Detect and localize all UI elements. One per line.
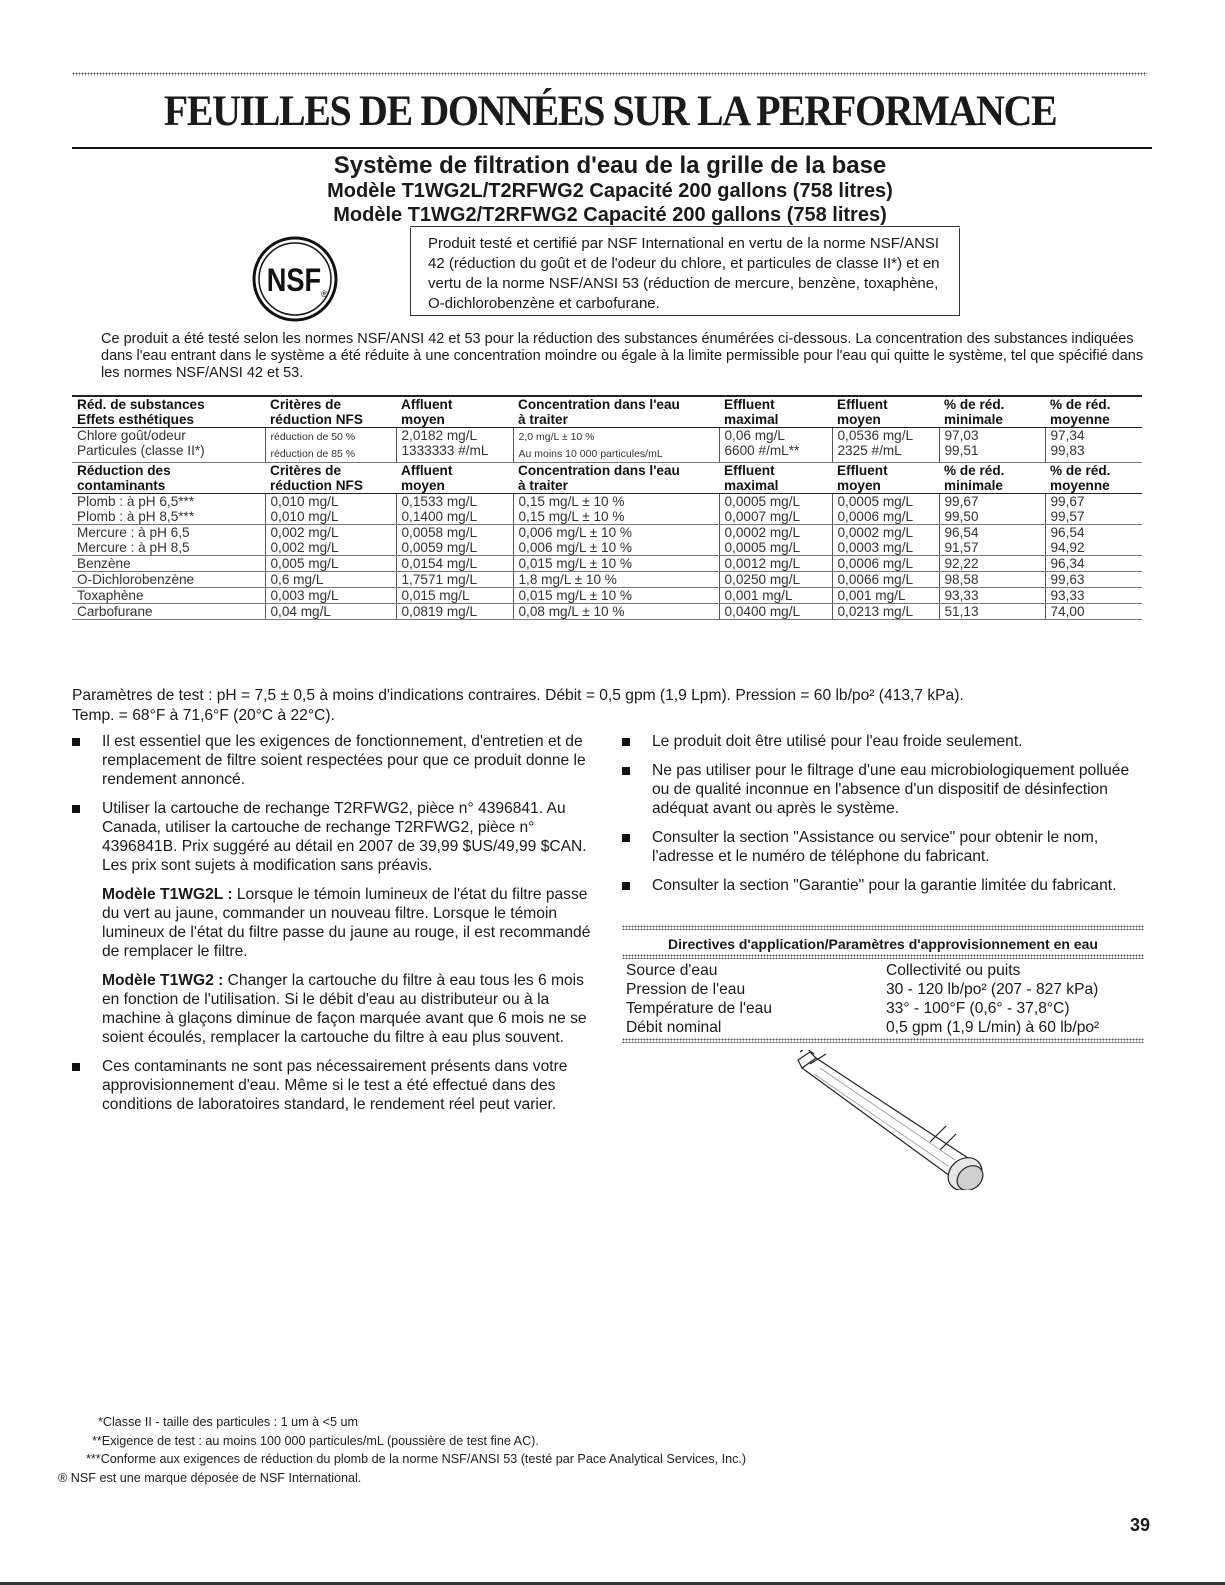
table-cell: 96,34 [1045, 556, 1142, 572]
table-cell: 0,0012 mg/L [719, 556, 832, 572]
directive-value: 0,5 gpm (1,9 L/min) à 60 lb/po² [886, 1019, 1100, 1036]
table-cell: 93,33 [939, 588, 1045, 604]
column-header: Effluent moyen [832, 463, 939, 494]
table-cell: 0,0213 mg/L [832, 604, 939, 620]
table-cell: 0,0005 mg/L 0,0007 mg/L [719, 494, 832, 525]
table-cell: 0,06 mg/L 6600 #/mL** [719, 428, 832, 463]
nsf-logo-icon [251, 235, 339, 323]
footnote: ***Conforme aux exigences de réduction du plomb de la norme NSF/ANSI 53 (testé par Pace Analytical Services, Inc.) [86, 1452, 747, 1466]
directive-label: Température de l'eau [626, 1000, 773, 1017]
table-cell: 97,03 99,51 [939, 428, 1045, 463]
table-header-row [72, 463, 1142, 494]
table-row [72, 556, 1142, 572]
table-cell: 99,67 99,57 [1045, 494, 1142, 525]
table-cell: 0,001 mg/L [719, 588, 832, 604]
bullet-icon [622, 882, 630, 890]
right-column [622, 732, 1147, 905]
top-dotted-rule [72, 72, 1147, 76]
table-cell: 0,015 mg/L ± 10 % [513, 588, 719, 604]
table-cell: 98,58 [939, 572, 1045, 588]
column-header: % de réd. moyenne [1045, 396, 1142, 428]
table-row [72, 604, 1142, 620]
table-cell: 0,1533 mg/L 0,1400 mg/L [396, 494, 513, 525]
directive-label: Pression de l'eau [626, 981, 746, 998]
table-cell: 0,0066 mg/L [832, 572, 939, 588]
directives-top-rule [622, 925, 1144, 930]
certification-box-top [410, 226, 960, 227]
list-item: Consulter la section "Garantie" pour la garantie limitée du fabricant. [622, 876, 1147, 895]
table-row [72, 572, 1142, 588]
table-cell: 0,04 mg/L [265, 604, 396, 620]
subtitle-model-2: Modèle T1WG2/T2RFWG2 Capacité 200 gallons (758 litres) [333, 204, 887, 226]
directive-value: 30 - 120 lb/po² (207 - 827 kPa) [886, 981, 1099, 998]
table-cell: 51,13 [939, 604, 1045, 620]
directive-value: 33° - 100°F (0,6° - 37,8°C) [886, 1000, 1070, 1017]
table-cell: 0,0058 mg/L 0,0059 mg/L [396, 525, 513, 556]
directive-row [626, 999, 1146, 1018]
table-cell: 1,7571 mg/L [396, 572, 513, 588]
table-row [72, 494, 1142, 525]
table-cell: 0,08 mg/L ± 10 % [513, 604, 719, 620]
table-cell: 2,0 mg/L ± 10 % Au moins 10 000 particules/mL [513, 428, 719, 463]
svg-text:®: ® [321, 289, 328, 299]
table-cell: Toxaphène [72, 588, 265, 604]
table-cell: 1,8 mg/L ± 10 % [513, 572, 719, 588]
table-cell: 96,54 94,92 [1045, 525, 1142, 556]
table-cell: 0,0536 mg/L 2325 #/mL [832, 428, 939, 463]
footnote: **Exigence de test : au moins 100 000 particules/mL (poussière de test fine AC). [92, 1433, 539, 1448]
table-cell: Plomb : à pH 6,5*** Plomb : à pH 8,5*** [72, 494, 265, 525]
directives-title: Directives d'application/Paramètres d'approvisionnement en eau [668, 936, 1098, 952]
model-t1wg2-note: Modèle T1WG2 : Changer la cartouche du filtre à eau tous les 6 mois en fonction de l'utilisation. Si le débit d'eau au distributeur ou à la machine à glaçons diminue de façon marquée avant que 6 mois ne se soient écoulés, remplacer la cartouche du filtre à eau plus souvent. [102, 972, 587, 1046]
column-header: % de réd. minimale [939, 396, 1045, 428]
table-cell: 0,0154 mg/L [396, 556, 513, 572]
table-cell: 0,005 mg/L [265, 556, 396, 572]
subtitle-model-1: Modèle T1WG2L/T2RFWG2 Capacité 200 gallons (758 litres) [327, 180, 893, 202]
column-header: Réd. de substances Effets esthétiques [72, 396, 265, 428]
table-cell: 0,15 mg/L ± 10 % 0,15 mg/L ± 10 % [513, 494, 719, 525]
footnote: ® NSF est une marque déposée de NSF International. [58, 1470, 362, 1485]
column-header: % de réd. moyenne [1045, 463, 1142, 494]
certification-box: Produit testé et certifié par NSF International en vertu de la norme NSF/ANSI 42 (réduction du goût et de l'odeur du chlore, et particules de classe II*) et en vertu de la norme NSF/ANSI 53 (réduction de mercure, benzène, toxaphène, O-dichlorobenzène et carbofurane. [410, 228, 960, 316]
directives-separator [622, 954, 1144, 959]
column-header: % de réd. minimale [939, 463, 1045, 494]
test-parameters-line-1: Paramètres de test : pH = 7,5 ± 0,5 à moins d'indications contraires. Débit = 0,5 gpm (1,9 Lpm). Pression = 60 lb/po² (413,7 kPa). [72, 687, 964, 704]
list-item: Il est essentiel que les exigences de fonctionnement, d'entretien et de remplacement de filtre soient respectées pour que ce produit donne le rendement annoncé. [72, 732, 592, 789]
list-item: Ces contaminants ne sont pas nécessairement présents dans votre approvisionnement d'eau. Même si le test a été effectué dans des conditions de laboratoires standard, le rendement réel peut varier. [72, 1057, 592, 1114]
bullet-icon [72, 738, 80, 746]
list-item: Utiliser la cartouche de rechange T2RFWG2, pièce n° 4396841. Au Canada, utiliser la cartouche de rechange T2RFWG2, pièce n° 4396841B. Prix suggéré au détail en 2007 de 39,99 $US/49,99 $CAN. Les prix sont sujets à modification sans préavis. [72, 799, 592, 875]
intro-paragraph: Ce produit a été testé selon les normes NSF/ANSI 42 et 53 pour la réduction des substances énumérées ci-dessous. La concentration des substances indiquées dans l'eau entrant dans le système a été réduite à une concentration moindre ou égale à la limite permissible pour l'eau qui quitte le système, tel que spécifié dans les normes NSF/ANSI 42 et 53. [101, 331, 1144, 381]
table-cell: 99,67 99,50 [939, 494, 1045, 525]
table-cell: 0,0819 mg/L [396, 604, 513, 620]
bullet-icon [622, 738, 630, 746]
table-row [72, 525, 1142, 556]
table-cell: réduction de 50 % réduction de 85 % [265, 428, 396, 463]
table-cell: 0,6 mg/L [265, 572, 396, 588]
directives-bottom-rule [622, 1038, 1144, 1043]
bullet-icon [622, 767, 630, 775]
table-cell: 0,0002 mg/L 0,0003 mg/L [832, 525, 939, 556]
table-cell: 2,0182 mg/L 1333333 #/mL [396, 428, 513, 463]
performance-table [72, 395, 1142, 620]
column-header: Critères de réduction NFS [265, 463, 396, 494]
subtitle-system: Système de filtration d'eau de la grille de la base [333, 152, 887, 179]
table-cell: Benzène [72, 556, 265, 572]
left-column [72, 732, 592, 1124]
directive-row [626, 980, 1146, 999]
svg-text:NSF: NSF [266, 262, 322, 299]
column-header: Critères de réduction NFS [265, 396, 396, 428]
directive-label: Débit nominal [626, 1019, 722, 1036]
table-row [72, 588, 1142, 604]
table-cell: 99,63 [1045, 572, 1142, 588]
column-header: Effluent moyen [832, 396, 939, 428]
directive-row [626, 1018, 1146, 1037]
directive-value: Collectivité ou puits [886, 962, 1021, 979]
directive-label: Source d'eau [626, 962, 718, 979]
test-parameters [72, 686, 1152, 726]
table-cell: 97,34 99,83 [1045, 428, 1142, 463]
table-cell: 0,015 mg/L ± 10 % [513, 556, 719, 572]
title-rule [72, 147, 1152, 149]
subtitle-block [100, 152, 1120, 227]
table-cell: 0,0006 mg/L [832, 556, 939, 572]
model-t1wg2l-note: Modèle T1WG2L : Lorsque le témoin lumineux de l'état du filtre passe du vert au jaune, commander un nouveau filtre. Lorsque le témoin lumineux de l'état du filtre passe du jaune au rouge, il est recommandé de remplacer le filtre. [102, 886, 591, 960]
list-item: Le produit doit être utilisé pour l'eau froide seulement. [622, 732, 1147, 751]
page-title: FEUILLES DE DONNÉES SUR LA PERFORMANCE [163, 88, 1057, 135]
table-cell: 0,001 mg/L [832, 588, 939, 604]
bullet-icon [72, 1063, 80, 1071]
column-header: Concentration dans l'eau à traiter [513, 396, 719, 428]
list-item: Ne pas utiliser pour le filtrage d'une eau microbiologiquement polluée ou de qualité inconnue en l'absence d'un dispositif de désinfection adéquat avant ou après le système. [622, 761, 1147, 818]
list-item: Consulter la section "Assistance ou service" pour obtenir le nom, l'adresse et le numéro de téléphone du fabricant. [622, 828, 1147, 866]
column-header: Concentration dans l'eau à traiter [513, 463, 719, 494]
filter-cartridge-icon [780, 1050, 990, 1190]
table-cell: Chlore goût/odeur Particules (classe II*) [72, 428, 265, 463]
table-cell: Mercure : à pH 6,5 Mercure : à pH 8,5 [72, 525, 265, 556]
bullet-icon [72, 805, 80, 813]
table-cell: 0,015 mg/L [396, 588, 513, 604]
table-header-row [72, 396, 1142, 428]
table-row [72, 428, 1142, 463]
table-cell: 0,006 mg/L ± 10 % 0,006 mg/L ± 10 % [513, 525, 719, 556]
table-cell: O-Dichlorobenzène [72, 572, 265, 588]
table-cell: 0,0002 mg/L 0,0005 mg/L [719, 525, 832, 556]
table-cell: 0,0250 mg/L [719, 572, 832, 588]
table-cell: 0,002 mg/L 0,002 mg/L [265, 525, 396, 556]
table-cell: 0,010 mg/L 0,010 mg/L [265, 494, 396, 525]
table-cell: 0,0400 mg/L [719, 604, 832, 620]
table-cell: 96,54 91,57 [939, 525, 1045, 556]
directive-row [626, 961, 1146, 980]
directives-table [626, 961, 1146, 1037]
table-cell: 93,33 [1045, 588, 1142, 604]
table-cell: 0,0005 mg/L 0,0006 mg/L [832, 494, 939, 525]
table-cell: 0,003 mg/L [265, 588, 396, 604]
column-header: Affluent moyen [396, 396, 513, 428]
table-cell: 74,00 [1045, 604, 1142, 620]
bullet-icon [622, 834, 630, 842]
column-header: Effluent maximal [719, 463, 832, 494]
test-parameters-line-2: Temp. = 68°F à 71,6°F (20°C à 22°C). [72, 707, 335, 724]
page-number: 39 [1129, 1515, 1150, 1535]
table-cell: 92,22 [939, 556, 1045, 572]
column-header: Réduction des contaminants [72, 463, 265, 494]
column-header: Affluent moyen [396, 463, 513, 494]
table-cell: Carbofurane [72, 604, 265, 620]
column-header: Effluent maximal [719, 396, 832, 428]
footnote: *Classe II - taille des particules : 1 um à <5 um [98, 1415, 359, 1429]
footnotes [58, 1413, 1058, 1487]
